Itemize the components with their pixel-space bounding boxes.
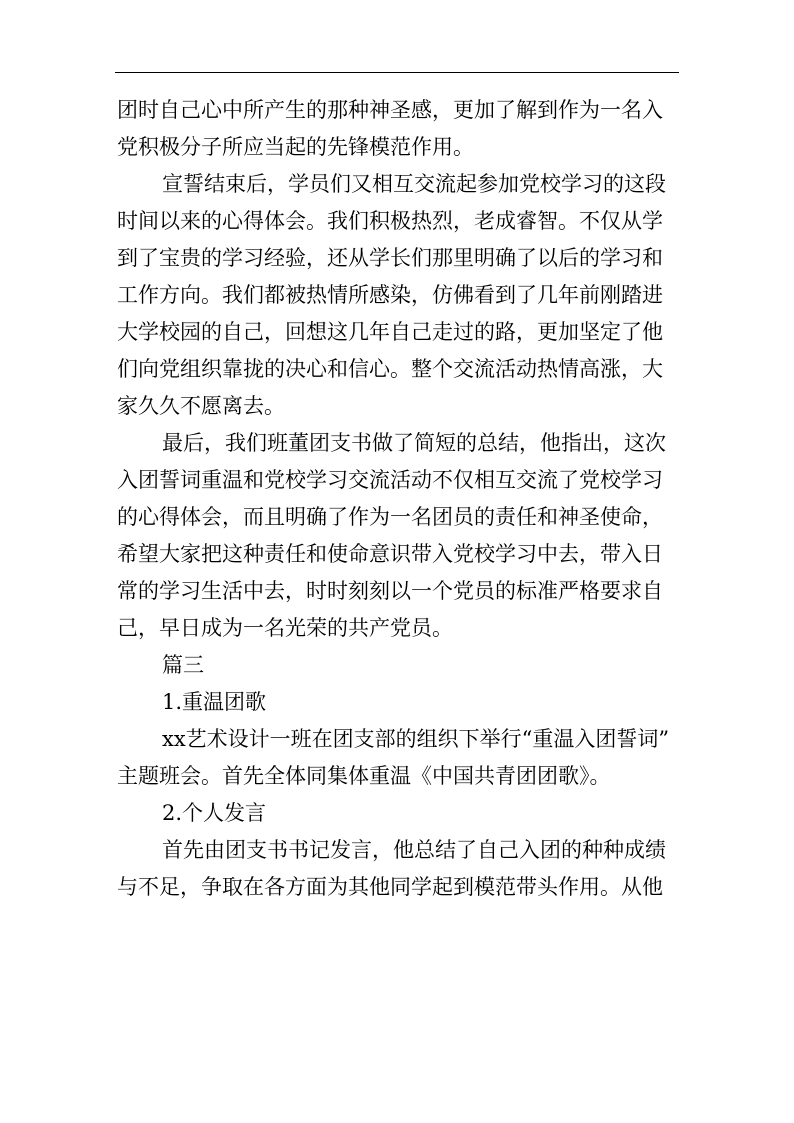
text-line: 到了宝贵的学习经验，还从学长们那里明确了以后的学习和 xyxy=(117,246,663,270)
text-line: 最后，我们班董团支书做了简短的总结，他指出，这次 xyxy=(162,431,666,455)
text-line: 工作方向。我们都被热情所感染，仿佛看到了几年前刚踏进 xyxy=(117,283,663,307)
text-line: 与不足，争取在各方面为其他同学起到模范带头作用。从他 xyxy=(117,875,663,899)
text-line: 首先由团支书书记发言，他总结了自己入团的种种成绩 xyxy=(162,838,666,862)
text-line: 希望大家把这种责任和使命意识带入党校学习中去，带入日 xyxy=(117,542,663,566)
header-rule xyxy=(115,72,679,73)
text-line: 1.重温团歌 xyxy=(162,690,267,714)
text-line: 们向党组织靠拢的决心和信心。整个交流活动热情高涨，大 xyxy=(117,357,663,381)
text-line: 家久久不愿离去。 xyxy=(117,394,285,418)
text-line: 2.个人发言 xyxy=(162,801,267,825)
text-line: 团时自己心中所产生的那种神圣感，更加了解到作为一名入 xyxy=(117,98,663,122)
text-line: 主题班会。首先全体同集体重温《中国共青团团歌》。 xyxy=(117,764,611,788)
text-line: 的心得体会，而且明确了作为一名团员的责任和神圣使命， xyxy=(117,505,663,529)
text-line: 常的学习生活中去，时时刻刻以一个党员的标准严格要求自 xyxy=(117,579,663,603)
text-line: 宣誓结束后，学员们又相互交流起参加党校学习的这段 xyxy=(162,172,666,196)
document-body xyxy=(117,92,689,906)
text-line: 篇三 xyxy=(162,653,204,677)
text-line: 党积极分子所应当起的先锋模范作用。 xyxy=(117,135,474,159)
text-line: 大学校园的自己，回想这几年自己走过的路，更加坚定了他 xyxy=(117,320,663,344)
text-line: 入团誓词重温和党校学习交流活动不仅相互交流了党校学习 xyxy=(117,468,663,492)
text-line: 己，早日成为一名光荣的共产党员。 xyxy=(117,616,453,640)
text-line: 时间以来的心得体会。我们积极热烈，老成睿智。不仅从学 xyxy=(117,209,663,233)
text-line: xx艺术设计一班在团支部的组织下举行“重温入团誓词” xyxy=(162,727,670,751)
